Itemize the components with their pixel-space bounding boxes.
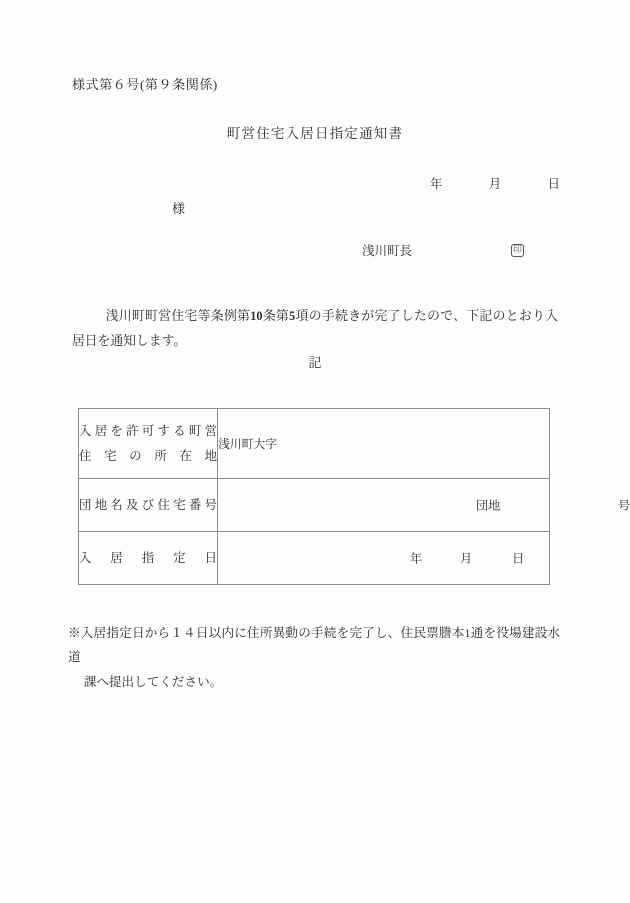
- body-text-middle: 条第: [262, 308, 290, 323]
- complex-label: 団地: [476, 498, 501, 513]
- label-line-1: 団地名及び住宅番号: [79, 497, 217, 512]
- addressee-suffix: 様: [172, 201, 186, 216]
- footnote-copies-number: 1: [464, 625, 471, 640]
- signer-name: 浅川町長: [362, 244, 413, 258]
- signer-block: [362, 241, 524, 259]
- table-cell-move-in-date-value[interactable]: [218, 532, 550, 585]
- footnote-text-a: ※入居指定日から１４日以内に住所異動の手続を完了し、住民票謄本: [68, 625, 465, 640]
- issue-date-day-label: 日: [547, 177, 560, 191]
- document-title: 町営住宅入居日指定通知書: [226, 126, 404, 141]
- body-clause-number: 5: [289, 308, 296, 323]
- unit-number-label: 号: [618, 498, 630, 513]
- label-line-2: 住宅の所在地: [79, 448, 217, 463]
- move-in-month-label: 月: [460, 551, 473, 566]
- table-row: [79, 479, 550, 532]
- table-row-label-location: [79, 409, 218, 479]
- footnote-note: [68, 621, 560, 695]
- body-text-after: 項の手続きが完了したので、下記のとおり入居日を通知します。: [72, 308, 559, 349]
- form-number: 様式第６号(第９条関係): [72, 77, 218, 92]
- location-value-text: 浅川町大字: [218, 437, 277, 451]
- table-row: [79, 532, 550, 585]
- table-cell-complex-number-value[interactable]: [218, 479, 630, 532]
- move-in-day-label: 日: [512, 551, 525, 566]
- move-in-date-group: [218, 532, 549, 584]
- table-row-label-complex-number: [79, 479, 218, 532]
- ki-mark: 記: [308, 355, 322, 370]
- label-line-1: 入居指定日: [79, 550, 217, 565]
- body-text-before: 浅川町町営住宅等条例第: [92, 308, 251, 323]
- label-line-1: 入居を許可する町営: [79, 424, 217, 439]
- issue-date-month-label: 月: [488, 177, 502, 191]
- table-row-label-move-in-date: [79, 532, 218, 585]
- move-in-year-label: 年: [410, 551, 423, 566]
- table-cell-location-value[interactable]: [218, 409, 550, 479]
- dwelling-info-table: [78, 408, 630, 585]
- complex-number-value-group: [218, 479, 630, 531]
- body-article-number: 10: [250, 308, 263, 323]
- seal-icon: 印: [512, 244, 522, 255]
- issue-date-year-label: 年: [430, 177, 443, 191]
- body-paragraph: [72, 304, 558, 355]
- footnote-text-b: 通を役場建設水道: [68, 625, 561, 665]
- table-row: [79, 409, 550, 479]
- issue-date-line: [430, 174, 560, 192]
- footnote-line-2: 課へ提出してください。: [83, 674, 223, 689]
